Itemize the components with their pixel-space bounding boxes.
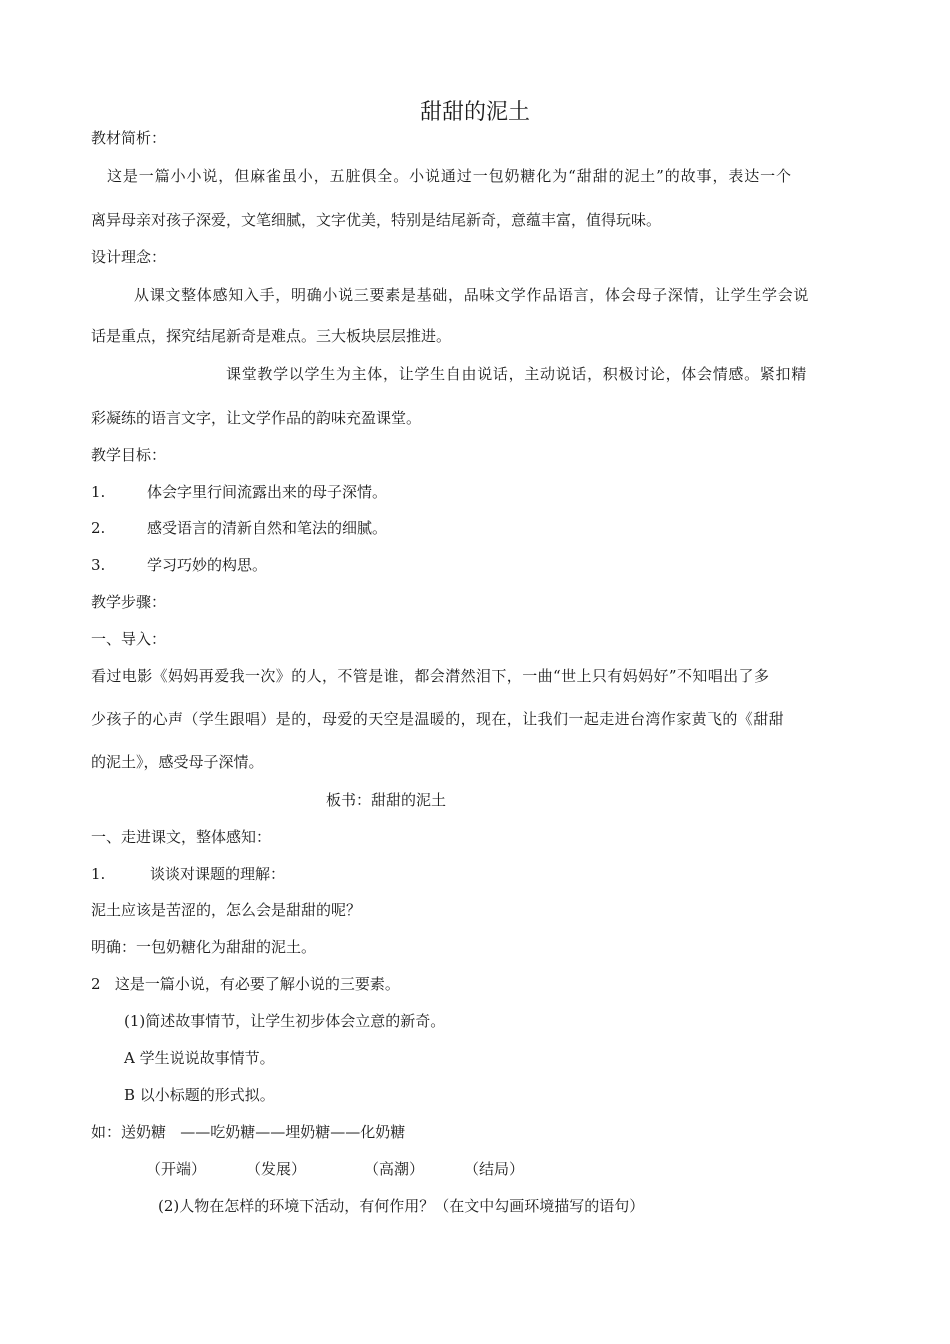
document-title: 甜甜的泥土 <box>419 100 530 125</box>
concept-paragraph-2-line-1: 课堂教学以学生为主体，让学生自由说话，主动说话，积极讨论，体会情感。紧扣精 <box>226 365 807 383</box>
goal-text: 学习巧妙的构思。 <box>147 556 268 574</box>
goal-number: 1. <box>91 483 106 501</box>
analysis-paragraph-line-1: 这是一篇小小说，但麻雀虽小，五脏俱全。小说通过一包奶糖化为“甜甜的泥土”的故事，表达一个 <box>107 167 792 185</box>
board-note: 板书：甜甜的泥土 <box>326 791 447 809</box>
intro-line-2: 少孩子的心声（学生跟唱）是的，母爱的天空是温暖的，现在，让我们一起走进台湾作家黄飞的《甜甜 <box>91 710 785 728</box>
part1-question: 泥土应该是苦涩的，怎么会是甜甜的呢？ <box>91 901 362 919</box>
analysis-paragraph-line-2: 离异母亲对孩子深爱，文笔细腻，文字优美，特别是结尾新奇，意蕴丰富，值得玩味。 <box>91 211 662 229</box>
goal-number: 2. <box>91 519 106 537</box>
goal-item <box>91 555 267 575</box>
part1-item-number: 1. <box>91 865 106 883</box>
part1-heading: 一、走进课文，整体感知： <box>91 828 272 846</box>
sub-item-2: (2)人物在怎样的环境下活动，有何作用？（在文中勾画环境描写的语句） <box>158 1197 645 1215</box>
part1-answer: 明确：一包奶糖化为甜甜的泥土。 <box>91 938 317 956</box>
goal-item <box>91 482 387 502</box>
concept-heading: 设计理念： <box>91 248 167 266</box>
goal-text: 感受语言的清新自然和笔法的细腻。 <box>147 519 388 537</box>
goal-text: 体会字里行间流露出来的母子深情。 <box>147 483 388 501</box>
goal-item <box>91 518 387 538</box>
part1-item-text: 谈谈对课题的理解： <box>150 865 286 883</box>
stage-label: （发展） <box>246 1160 307 1178</box>
part1-item-2: 2 这是一篇小说，有必要了解小说的三要素。 <box>91 975 400 993</box>
stage-label: （开端） <box>146 1160 207 1178</box>
goals-heading: 教学目标： <box>91 446 167 464</box>
stage-label: （高潮） <box>364 1160 425 1178</box>
concept-paragraph-1-line-2: 话是重点，探究结尾新奇是难点。三大板块层层推进。 <box>91 327 452 345</box>
steps-heading: 教学步骤： <box>91 593 167 611</box>
sub-item-1: (1)简述故事情节，让学生初步体会立意的新奇。 <box>124 1012 446 1030</box>
part1-item <box>91 864 285 884</box>
concept-paragraph-1-line-1: 从课文整体感知入手，明确小说三要素是基础，品味文学作品语言，体会母子深情，让学生学会说 <box>134 286 810 304</box>
sub-item-b: B 以小标题的形式拟。 <box>124 1086 275 1104</box>
goal-number: 3. <box>91 556 106 574</box>
intro-line-1: 看过电影《妈妈再爱我一次》的人，不管是谁，都会潸然泪下，一曲“世上只有妈妈好”不知唱出了多 <box>91 667 770 685</box>
analysis-heading: 教材简析： <box>91 129 167 147</box>
concept-paragraph-2-line-2: 彩凝练的语言文字，让文学作品的韵味充盈课堂。 <box>91 409 422 427</box>
stage-label: （结局） <box>464 1160 525 1178</box>
intro-line-3: 的泥土》，感受母子深情。 <box>91 753 264 771</box>
plot-example: 如：送奶糖 ——吃奶糖——埋奶糖——化奶糖 <box>91 1123 406 1141</box>
intro-heading: 一、导入： <box>91 630 167 648</box>
sub-item-a: A 学生说说故事情节。 <box>124 1049 275 1067</box>
